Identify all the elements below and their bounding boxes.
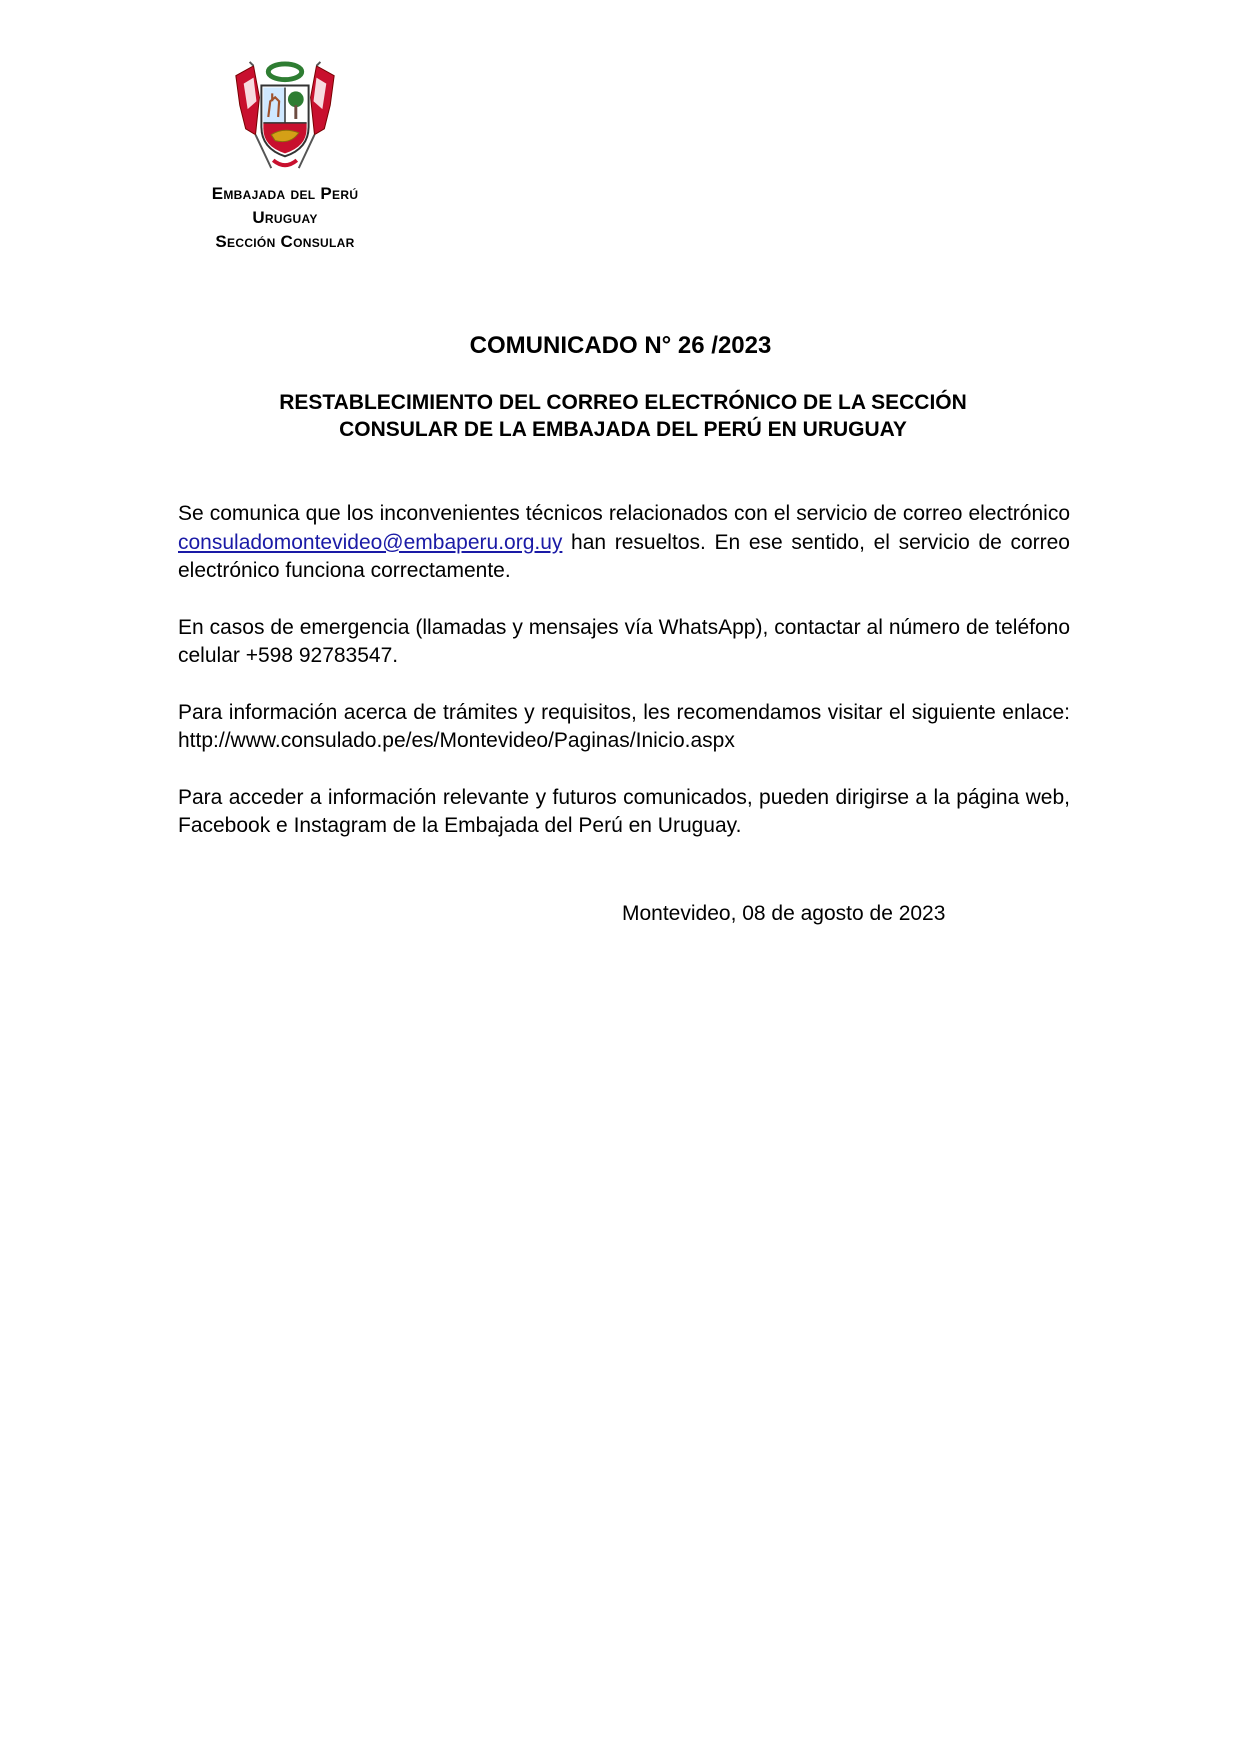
subtitle-line-2: CONSULAR DE LA EMBAJADA DEL PERÚ EN URUGUAY — [339, 418, 907, 441]
communique-body — [178, 500, 1070, 869]
letterhead — [170, 58, 400, 254]
coat-of-arms-of-peru-icon — [226, 58, 344, 176]
communique-subtitle — [178, 389, 1068, 443]
section-name: Sección Consular — [215, 232, 355, 251]
communique-title: COMUNICADO N° 26 /2023 — [469, 332, 772, 359]
paragraph-1-text-after: han resueltos. En ese sentido, el servicio de correo electrónico funciona correctamente. — [178, 530, 1070, 582]
embassy-name: Embajada del Perú — [211, 184, 359, 203]
paragraph-procedures-link: Para información acerca de trámites y requisitos, les recomendamos visitar el siguiente enlace: http://www.consulado.pe/es/Montevideo/Paginas/Inicio.aspx — [178, 700, 1070, 752]
subtitle-line-1: RESTABLECIMIENTO DEL CORREO ELECTRÓNICO DE LA SECCIÓN — [279, 391, 967, 414]
paragraph-social-media: Para acceder a información relevante y futuros comunicados, pueden dirigirse a la página web, Facebook e Instagram de la Embajada del Perú en Uruguay. — [178, 785, 1070, 837]
country-name: Uruguay — [252, 208, 318, 227]
paragraph-email-restored — [178, 500, 1070, 586]
paragraph-1-text-before: Se comunica que los inconvenientes técnicos relacionados con el servicio de correo electrónico — [178, 502, 1070, 525]
place-and-date: Montevideo, 08 de agosto de 2023 — [622, 902, 946, 925]
consulate-email-link[interactable]: consuladomontevideo@embaperu.org.uy — [178, 530, 563, 554]
paragraph-emergency-contact: En casos de emergencia (llamadas y mensajes vía WhatsApp), contactar al número de teléfono celular +598 92783547. — [178, 615, 1070, 667]
